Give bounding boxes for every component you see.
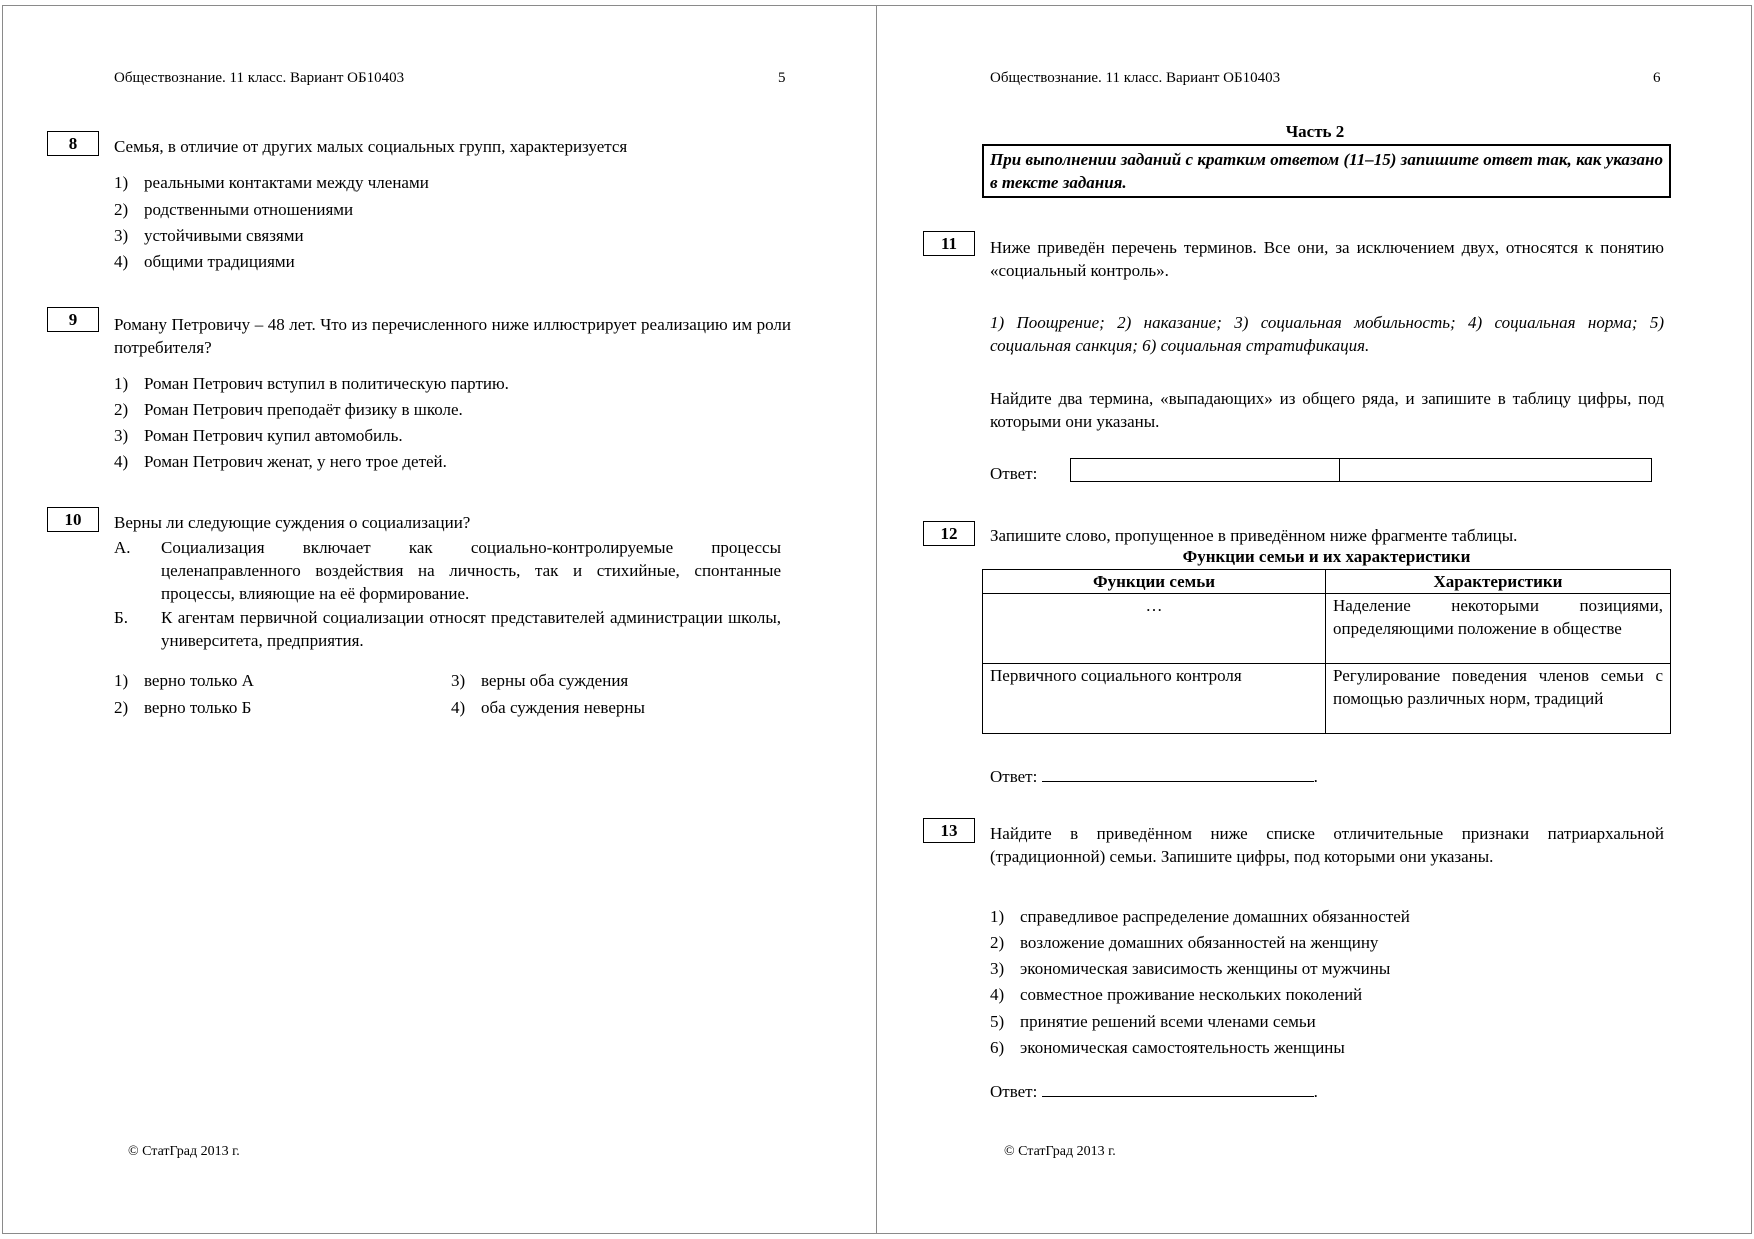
q13-option-3: 3) экономическая зависимость женщины от мужчины [990,959,1391,978]
question-8-text: Семья, в отличие от других малых социальных групп, характеризуется [114,137,628,156]
q12-answer-line: Ответ: . [990,763,1318,788]
question-number-13: 13 [923,818,975,843]
q10-option-1: 1) верно только А [114,671,254,690]
question-10-text: Верны ли следующие суждения о социализации? [114,513,471,532]
table-header-row [983,570,1671,594]
right-page [876,5,1752,1234]
statement-b-label: Б. [114,608,129,627]
q13-option-2: 2) возложение домашних обязанностей на женщину [990,933,1379,952]
column-header: Функции семьи [983,570,1326,594]
question-11-task: Найдите два термина, «выпадающих» из общего ряда, и запишите в таблицу цифры, под которыми они указаны. [990,389,1664,431]
question-9-text: Роману Петровичу – 48 лет. Что из перечисленного ниже иллюстрирует реализацию им роли потребителя? [114,315,791,357]
q8-option-4: 4) общими традициями [114,252,295,271]
question-12-text: Запишите слово, пропущенное в приведённом ниже фрагменте таблицы. [990,526,1518,545]
part-title: Часть 2 [1285,122,1345,141]
table-cell: Наделение некоторыми позициями, определяющими положение в обществе [1326,594,1671,664]
q12-answer-field[interactable] [1042,763,1314,782]
q10-option-4: 4) оба суждения неверны [451,698,645,717]
q11-answer-cell-1[interactable] [1070,458,1340,482]
q8-option-3: 3) устойчивыми связями [114,226,304,245]
q13-option-4: 4) совместное проживание нескольких поколений [990,985,1363,1004]
table-cell: Первичного социального контроля [983,664,1326,734]
statement-a-label: А. [114,538,131,557]
q9-option-3: 3) Роман Петрович купил автомобиль. [114,426,403,445]
question-number-8: 8 [47,131,99,156]
q8-option-2: 2) родственными отношениями [114,200,354,219]
page-number: 5 [778,70,786,86]
q9-option-4: 4) Роман Петрович женат, у него трое детей. [114,452,447,471]
page-header: Обществознание. 11 класс. Вариант ОБ10403 [114,70,405,86]
q8-option-1: 1) реальными контактами между членами [114,173,429,192]
statement-a-text: Социализация включает как социально-контролируемые процессы целенаправленного воздействия на личность, так и стихийные, спонтанные процессы, влияющие на её формирование. [161,538,781,603]
table-row [983,664,1671,734]
q12-answer-label: Ответ: [990,767,1038,786]
table-row [983,594,1671,664]
table-title: Функции семьи и их характеристики [1182,547,1471,566]
instruction-box: При выполнении заданий с кратким ответом (11–15) запишите ответ так, как указано в тексте задания. [982,144,1671,198]
question-number-9: 9 [47,307,99,332]
q10-option-3: 3) верны оба суждения [451,671,629,690]
q13-answer-line: Ответ: . [990,1078,1318,1103]
statement-b-text: К агентам первичной социализации относят представителей администрации школы, университета, предприятия. [161,608,781,650]
page-footer: © СтатГрад 2013 г. [128,1144,240,1159]
q13-answer-field[interactable] [1042,1078,1314,1097]
question-11-terms: 1) Поощрение; 2) наказание; 3) социальная мобильность; 4) социальная норма; 5) социальная санкция; 6) социальная стратификация. [990,313,1664,355]
column-header: Характеристики [1326,570,1671,594]
q10-option-2: 2) верно только Б [114,698,252,717]
q13-option-6: 6) экономическая самостоятельность женщины [990,1038,1345,1057]
q13-option-1: 1) справедливое распределение домашних обязанностей [990,907,1410,926]
question-number-10: 10 [47,507,99,532]
q13-answer-label: Ответ: [990,1082,1038,1101]
table-cell: … [983,594,1326,664]
question-number-12: 12 [923,521,975,546]
q9-option-2: 2) Роман Петрович преподаёт физику в школе. [114,400,463,419]
left-page [2,5,877,1234]
question-13-text: Найдите в приведённом ниже списке отличительные признаки патриархальной (традиционной) семьи. Запишите цифры, под которыми они указаны. [990,824,1664,866]
page-footer: © СтатГрад 2013 г. [1004,1144,1116,1159]
page-number: 6 [1653,70,1661,86]
question-11-text: Ниже приведён перечень терминов. Все они, за исключением двух, относятся к понятию «социальный контроль». [990,238,1664,280]
q11-answer-cell-2[interactable] [1339,458,1652,482]
page-header: Обществознание. 11 класс. Вариант ОБ10403 [990,70,1281,86]
table-cell: Регулирование поведения членов семьи с помощью различных норм, традиций [1326,664,1671,734]
q9-option-1: 1) Роман Петрович вступил в политическую партию. [114,374,509,393]
q13-option-5: 5) принятие решений всеми членами семьи [990,1012,1316,1031]
question-number-11: 11 [923,231,975,256]
q11-answer-label: Ответ: [990,464,1038,483]
functions-table [982,569,1671,734]
